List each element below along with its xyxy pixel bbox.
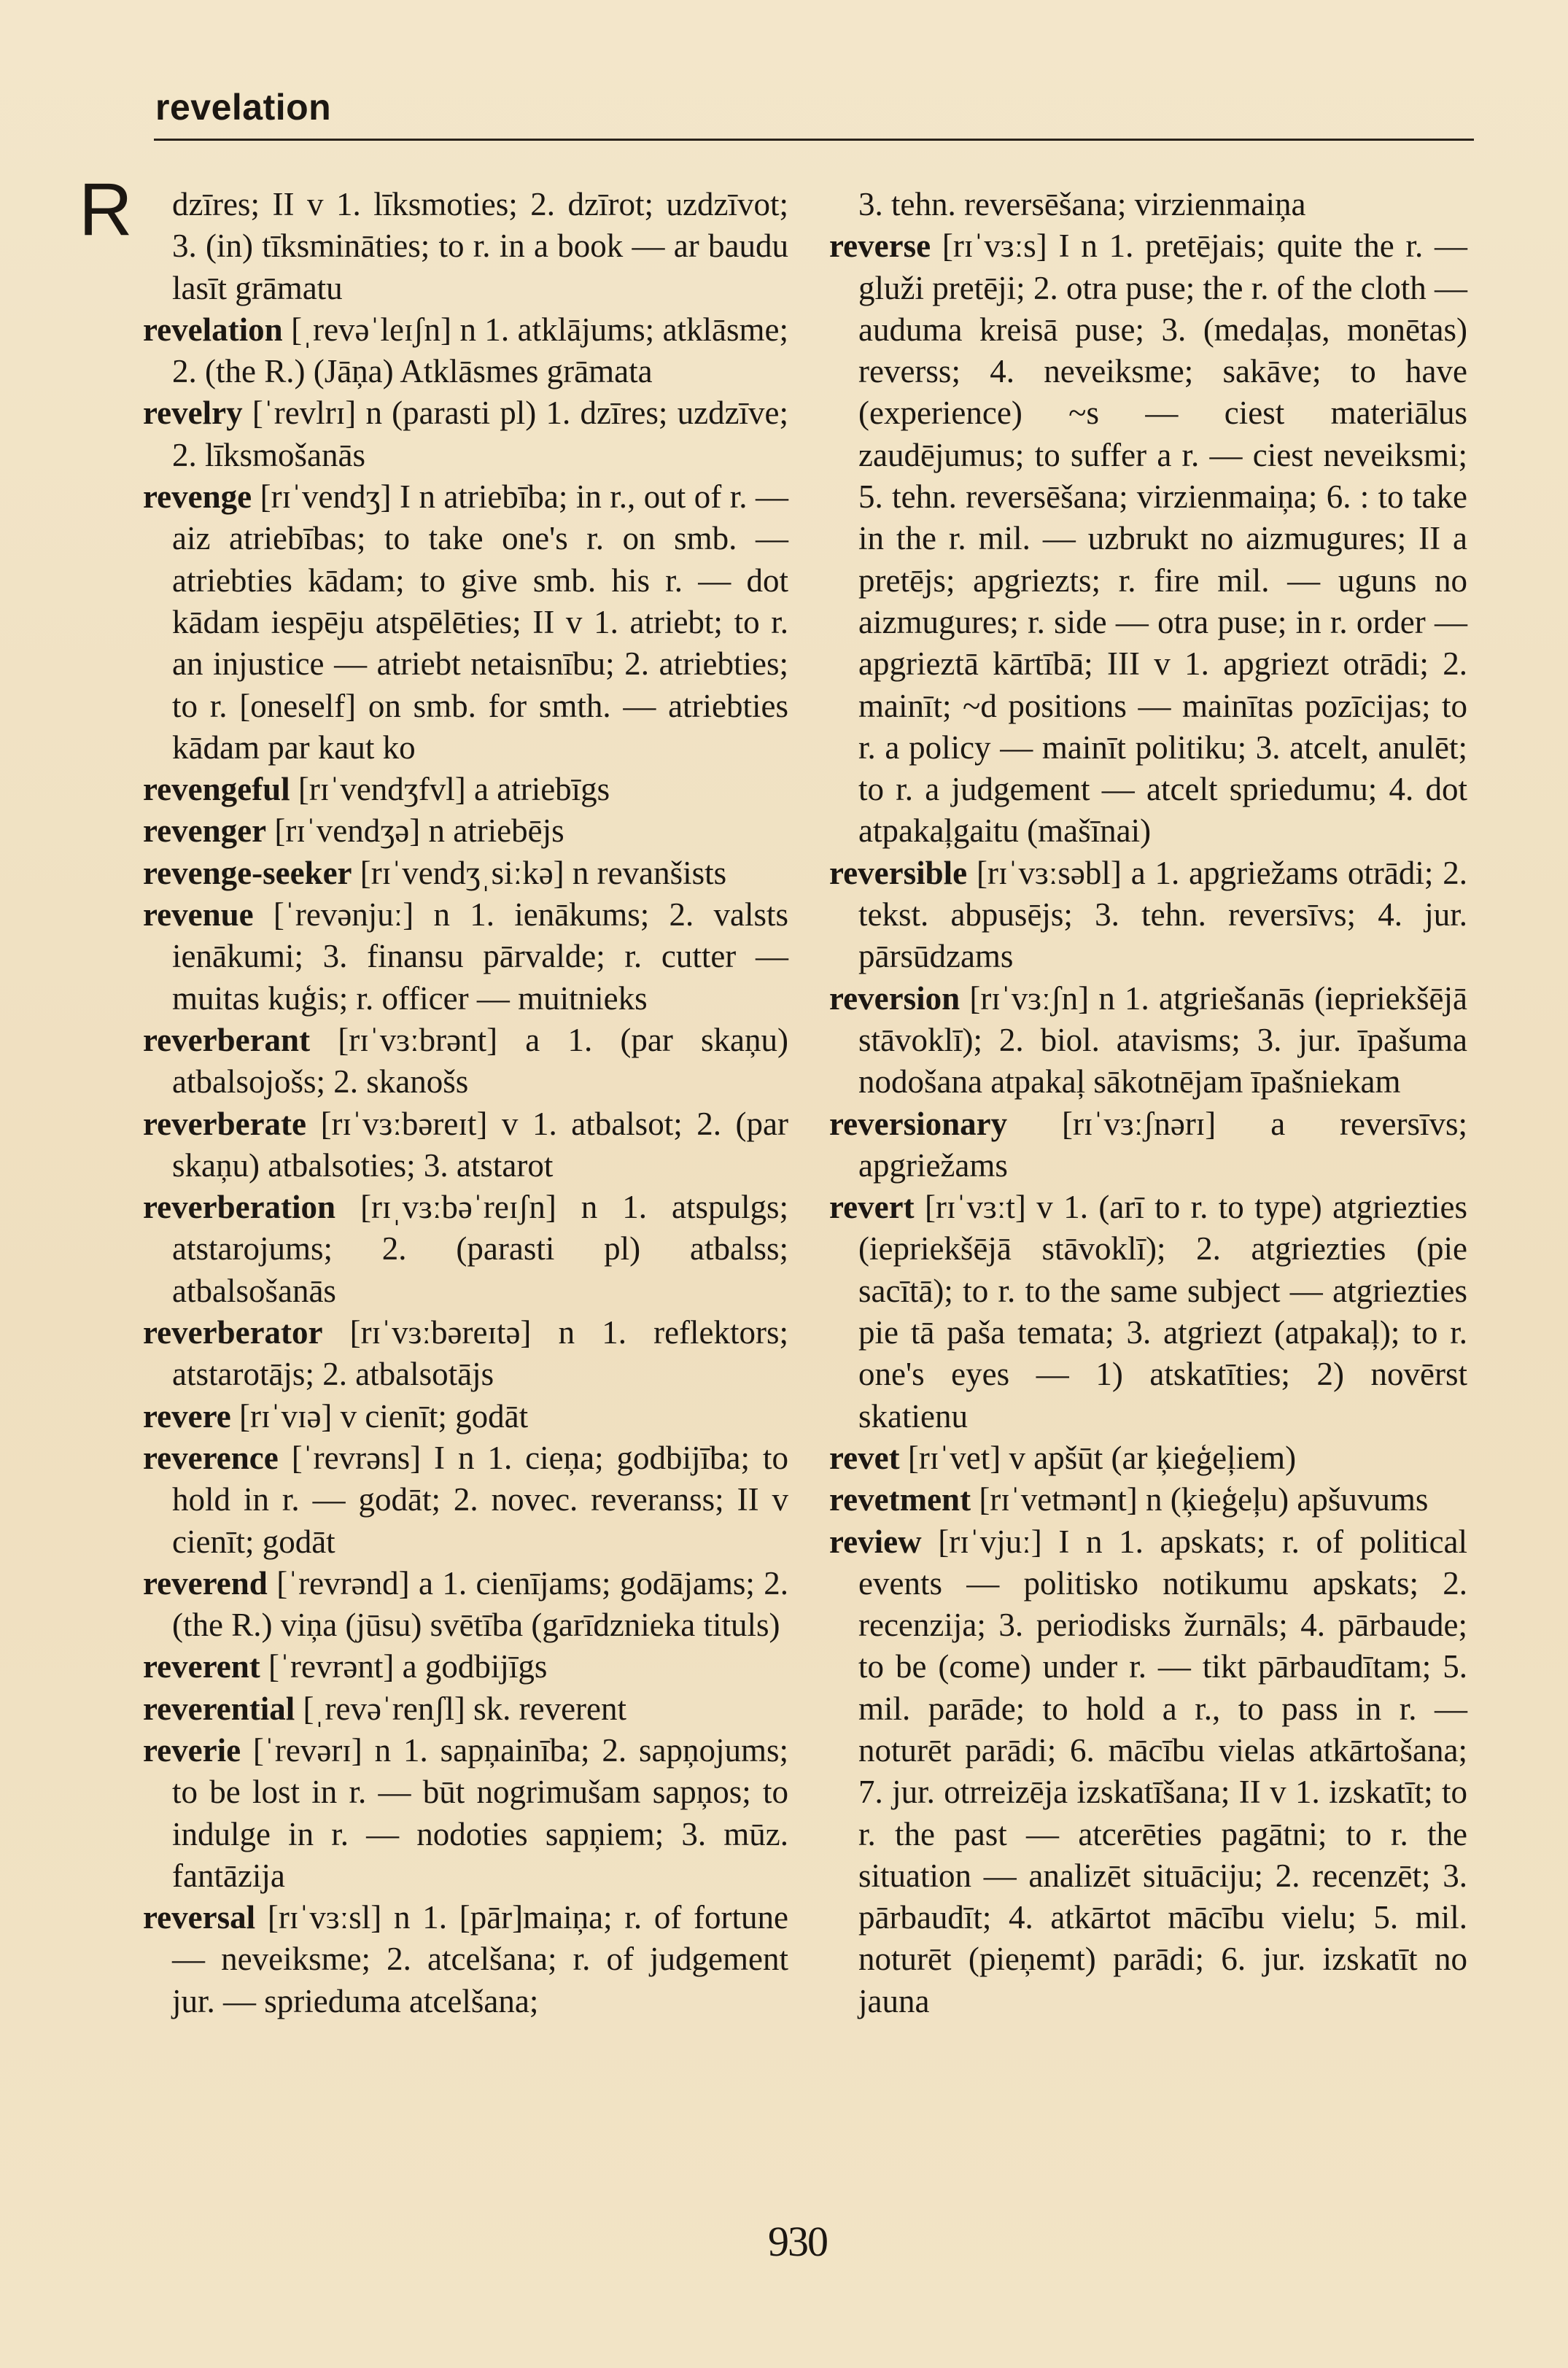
entry-definition: v apšūt (ar ķieģeļiem): [1009, 1439, 1297, 1476]
entry-pronunciation: [ˈrevrənt]: [268, 1648, 395, 1685]
running-head: revelation: [155, 87, 332, 128]
dictionary-entry: [829, 978, 1467, 1103]
entry-headword: reversible: [829, 854, 968, 891]
entry-definition: n 1. atspulgs; atstarojums; 2. (parasti pl) atbalss; atbalsošanās: [172, 1189, 789, 1309]
entry-continuation: [829, 184, 1467, 225]
entry-headword: reversionary: [829, 1105, 1008, 1142]
entry-pronunciation: [ˌrevəˈleɪʃn]: [291, 311, 451, 348]
right-column: [829, 184, 1467, 2022]
entry-headword: revelry: [143, 395, 243, 432]
entry-pronunciation: [rɪˈvendʒˌsiːkə]: [360, 854, 564, 891]
entry-headword: reverberation: [143, 1189, 336, 1226]
entry-headword: reverence: [143, 1439, 279, 1476]
entry-definition: I n 1. apskats; r. of political events — politisko notikumu apskats; 2. recenzija; 3. periodisks žurnāls; 4. pārbaude; to be (come) under r. — tikt pārbaudītam; 5. mil. parāde; to hold a r., to pass in r. — noturēt parādi; 6. mācību vielas atkārtošana; 7. jur. otrreizēja izskatīšana; II v 1. izskatīt; to r. the past — atcerēties pagātni; to r. the situation — analizēt situāciju; 2. recenzēt; 3. pārbaudīt; 4. atkārtot mācību vielu; 5. mil. noturēt (pieņemt) parādi; 6. jur. izskatīt no jauna: [858, 1523, 1468, 2019]
entry-definition: a reversīvs; apgriežams: [858, 1105, 1467, 1184]
dictionary-entry: [143, 309, 788, 393]
entry-pronunciation: [ˈrevlrɪ]: [252, 395, 357, 432]
entry-pronunciation: [rɪˈvendʒfvl]: [298, 771, 466, 808]
entry-definition: 3. tehn. reversēšana; virzienmaiņa: [858, 186, 1306, 222]
entry-headword: reverent: [143, 1648, 260, 1685]
entry-headword: revelation: [143, 311, 283, 348]
entry-pronunciation: [rɪˈvɜːbrənt]: [338, 1021, 498, 1058]
entry-headword: reverberate: [143, 1105, 307, 1142]
entry-headword: revenge-seeker: [143, 854, 352, 891]
dictionary-entry: [143, 1020, 788, 1103]
dictionary-entry: [143, 769, 788, 810]
entry-definition: a godbijīgs: [402, 1648, 548, 1685]
entry-headword: revetment: [829, 1481, 971, 1518]
entry-definition: a 1. (par skaņu) atbalsojošs; 2. skanošs: [172, 1021, 789, 1100]
dictionary-entry: [143, 1646, 788, 1688]
entry-definition: n (ķieģeļu) apšuvums: [1145, 1481, 1429, 1518]
entry-definition: n 1. sapņainība; 2. sapņojums; to be lost in r. — būt nogrimušam sapņos; to indulge in r. — nodoties sapņiem; 3. mūz. fantāzija: [172, 1731, 789, 1894]
entry-headword: reversion: [829, 979, 960, 1017]
entry-definition: n atriebējs: [428, 812, 564, 850]
entry-pronunciation: [rɪˌvɜːbəˈreɪʃn]: [360, 1189, 556, 1226]
entry-headword: revenge: [143, 478, 252, 516]
entry-definition: n 1. reflektors; atstarotājs; 2. atbalsotājs: [172, 1314, 789, 1393]
entry-definition: a 1. cienījams; godājams; 2. (the R.) viņa (jūsu) svētība (garīdznieka tituls): [172, 1564, 788, 1644]
dictionary-entry: [829, 853, 1467, 978]
entry-headword: revet: [829, 1439, 900, 1476]
entry-pronunciation: [rɪˈvɜːbəreɪt]: [320, 1105, 488, 1142]
page-number: 930: [768, 2218, 827, 2265]
entry-pronunciation: [ˌrevəˈrenʃl]: [303, 1690, 465, 1727]
dictionary-entry: [829, 1479, 1467, 1521]
dictionary-entry: [143, 392, 788, 476]
entry-definition: v 1. atbalsot; 2. (par skaņu) atbalsoties; 3. atstarot: [172, 1105, 788, 1184]
dictionary-entry: [829, 1187, 1467, 1437]
entry-headword: revenger: [143, 812, 267, 850]
entry-definition: v 1. (arī to r. to type) atgriezties (iepriekšējā stāvoklī); 2. atgriezties (pie sacītā); to r. to the same subject — atgriezties pie tā paša temata; 3. atgriezt (atpakaļ); to r. one's eyes — 1) atskatīties; 2) novērst skatienu: [858, 1189, 1468, 1435]
entry-definition: I n atriebība; in r., out of r. — aiz atriebības; to take one's r. on smb. — atriebties kādam; to give smb. his r. — dot kādam iespēju atspēlēties; II v 1. atriebt; to r. an injustice — atriebt netaisnību; 2. atriebties; to r. [oneself] on smb. for smth. — atriebties kādam par kaut ko: [172, 478, 788, 766]
entry-definition: sk. reverent: [473, 1690, 626, 1727]
dictionary-entry: [143, 853, 788, 894]
entry-definition: n 1. atklājums; atklāsme; 2. (the R.) (Jāņa) Atklāsmes grāmata: [172, 311, 789, 390]
entry-pronunciation: [rɪˈvet]: [907, 1439, 1001, 1476]
dictionary-entry: [143, 1688, 788, 1730]
entry-continuation: [143, 184, 788, 309]
entry-headword: reversal: [143, 1899, 256, 1936]
header-rule: [154, 139, 1474, 141]
dictionary-entry: [829, 225, 1467, 852]
entry-definition: v cienīt; godāt: [340, 1397, 529, 1435]
dictionary-entry: [143, 1312, 788, 1396]
entry-pronunciation: [rɪˈvjuː]: [938, 1523, 1042, 1560]
entry-headword: revert: [829, 1189, 915, 1226]
dictionary-entry: [143, 894, 788, 1020]
entry-headword: reverse: [829, 228, 931, 265]
dictionary-entry: [143, 1396, 788, 1437]
dictionary-entry: [143, 1187, 788, 1312]
entry-headword: revere: [143, 1397, 231, 1435]
entry-definition: I n 1. cieņa; godbijība; to hold in r. — godāt; 2. novec. reveranss; II v cienīt; godāt: [172, 1439, 789, 1560]
dictionary-entry: [829, 1437, 1467, 1479]
dictionary-entry: [143, 1437, 788, 1563]
dictionary-entry: [143, 1563, 788, 1647]
left-column: [143, 184, 788, 2022]
dictionary-entry: [829, 1521, 1467, 2023]
entry-pronunciation: [ˈrevrəns]: [291, 1439, 422, 1476]
entry-headword: revenue: [143, 896, 254, 933]
entry-headword: reverberator: [143, 1314, 323, 1351]
entry-pronunciation: [ˈrevənjuː]: [273, 896, 414, 933]
entry-pronunciation: [rɪˈvɜːt]: [925, 1189, 1026, 1226]
entry-pronunciation: [rɪˈvendʒə]: [274, 812, 421, 850]
entry-definition: a atriebīgs: [474, 771, 610, 808]
entry-headword: revengeful: [143, 771, 290, 808]
entry-pronunciation: [rɪˈvɜːs]: [942, 228, 1047, 265]
dictionary-entry: [829, 1103, 1467, 1187]
entry-definition: a 1. apgriežams otrādi; 2. tekst. abpusējs; 3. tehn. reversīvs; 4. jur. pārsūdzams: [858, 854, 1468, 975]
entry-pronunciation: [rɪˈvendʒ]: [260, 478, 392, 516]
entry-pronunciation: [ˈrevrənd]: [276, 1564, 410, 1602]
entry-pronunciation: [rɪˈvetmənt]: [979, 1481, 1138, 1518]
dictionary-entry: [143, 476, 788, 769]
entry-definition: n 1. ienākums; 2. valsts ienākumi; 3. finansu pārvalde; r. cutter — muitas kuģis; r. officer — muitnieks: [172, 896, 789, 1017]
entry-pronunciation: [rɪˈvɜːʃnərɪ]: [1062, 1105, 1216, 1142]
entry-pronunciation: [rɪˈvɜːʃn]: [969, 979, 1090, 1017]
dictionary-entry: [143, 1897, 788, 2022]
entry-definition: dzīres; II v 1. līksmoties; 2. dzīrot; uzdzīvot; 3. (in) tīksmināties; to r. in a book — ar baudu lasīt grāmatu: [172, 186, 788, 306]
thumb-index-letter: R: [79, 168, 133, 251]
entry-headword: reverential: [143, 1690, 295, 1727]
entry-definition: n (parasti pl) 1. dzīres; uzdzīve; 2. līksmošanās: [172, 395, 789, 473]
entry-pronunciation: [rɪˈvɜːbəreɪtə]: [349, 1314, 532, 1351]
entry-definition: n 1. atgriešanās (iepriekšējā stāvoklī); 2. biol. atavisms; 3. jur. īpašuma nodošana atpakaļ sākotnējam īpašniekam: [858, 979, 1467, 1100]
dictionary-entry: [143, 1730, 788, 1897]
entry-pronunciation: [ˈrevərɪ]: [252, 1731, 362, 1769]
entry-definition: n revanšists: [572, 854, 727, 891]
dictionary-entry: [143, 810, 788, 852]
entry-pronunciation: [rɪˈvɪə]: [239, 1397, 333, 1435]
entry-definition: I n 1. pretējais; quite the r. — gluži pretēji; 2. otra puse; the r. of the cloth — auduma kreisā puse; 3. (medaļas, monētas) reverss; 4. neveiksme; sakāve; to have (experience) ~s — ciest materiālus zaudējumus; to suffer a r. — ciest neveiksmi; 5. tehn. reversēšana; virzienmaiņa; 6. : to take in the r. mil. — uzbrukt no aizmugures; II a pretējs; apgriezts; r. fire mil. — uguns no aizmugures; r. side — otra puse; in r. order — apgrieztā kārtībā; III v 1. apgriezt otrādi; 2. mainīt; ~d positions — mainītas pozīcijas; to r. a policy — mainīt politiku; 3. atcelt, anulēt; to r. a judgement — atcelt spriedumu; 4. dot atpakaļgaitu (mašīnai): [858, 228, 1468, 850]
entry-headword: reverend: [143, 1564, 268, 1602]
entry-headword: reverie: [143, 1731, 241, 1769]
entry-pronunciation: [rɪˈvɜːsl]: [267, 1899, 382, 1936]
dictionary-entry: [143, 1103, 788, 1187]
entry-definition: n 1. [pār]maiņa; r. of fortune — neveiksme; 2. atcelšana; r. of judgement jur. — sprieduma atcelšana;: [172, 1899, 789, 2019]
entry-headword: reverberant: [143, 1021, 311, 1058]
entry-headword: review: [829, 1523, 922, 1560]
entry-pronunciation: [rɪˈvɜːsəbl]: [976, 854, 1122, 891]
